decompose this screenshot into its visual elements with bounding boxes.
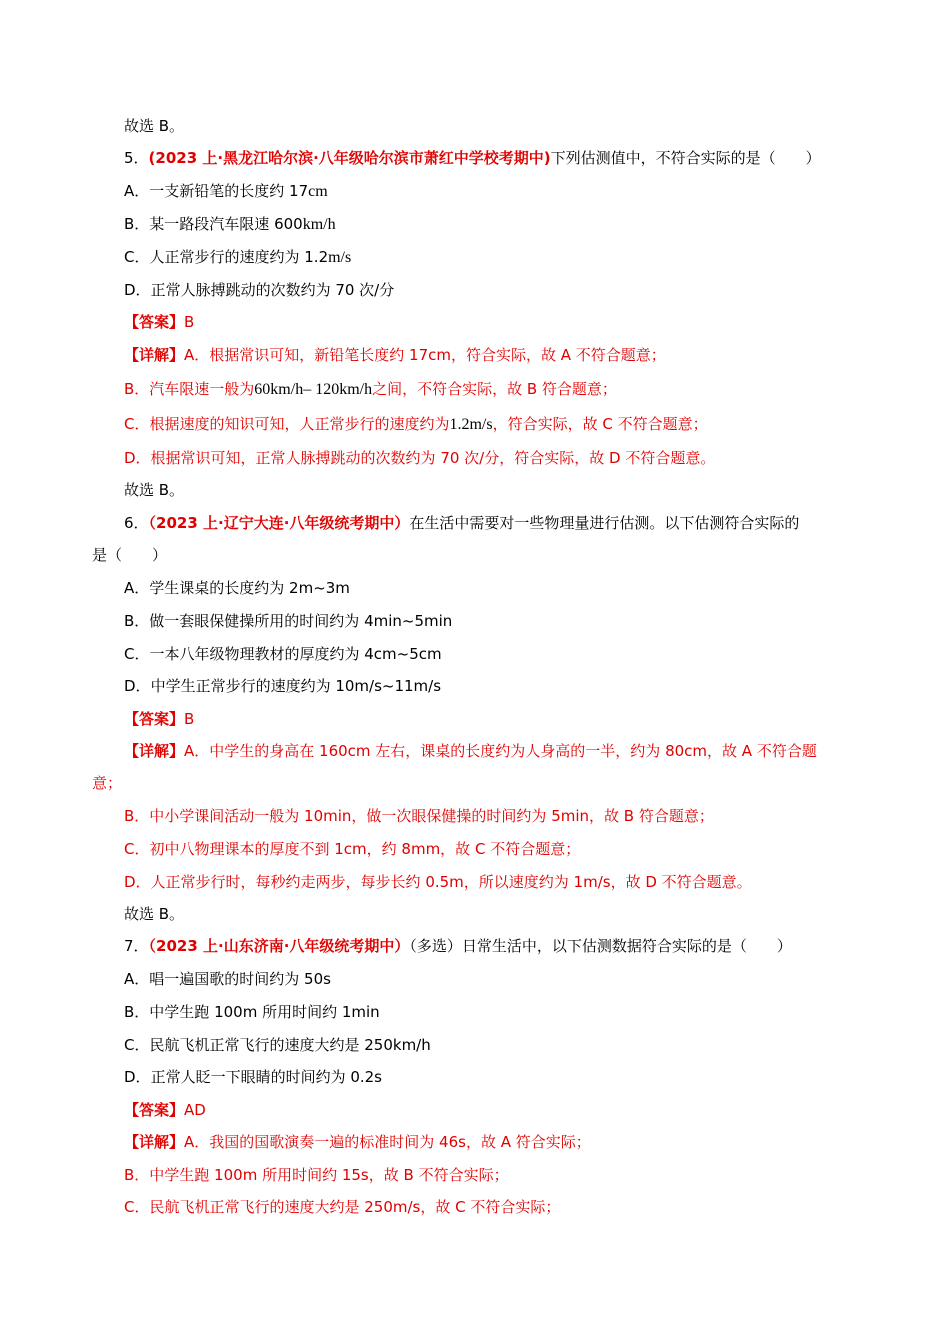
detail-b: B．中学生跑 100m 所用时间约 15s，故 B 不符合实际； [124, 1166, 509, 1184]
option-a: A．一支新铅笔的长度约 17cm [124, 182, 328, 200]
question-number: 6． [124, 514, 149, 532]
option-d: D．正常人脉搏跳动的次数约为 70 次/分 [124, 281, 395, 299]
question-stem: 下列估测值中，不符合实际的是（ ） [550, 149, 821, 167]
question-number: 7． [124, 937, 149, 955]
detail-c: C．初中八物理课本的厚度不到 1cm，约 8mm，故 C 不符合题意； [124, 840, 581, 858]
answer: 【答案】AD [124, 1101, 206, 1119]
question-5 [124, 148, 821, 168]
question-stem: 在生活中需要对一些物理量进行估测。以下估测符合实际的 [409, 514, 800, 532]
detail-a: 【详解】A．中学生的身高在 160cm 左右，课桌的长度约为人身高的一半，约为 80cm，故 A 不符合题 [124, 742, 817, 760]
option-a: A．学生课桌的长度约为 2m~3m [124, 579, 350, 597]
detail-a: 【详解】A．根据常识可知，新铅笔长度约 17cm，符合实际，故 A 不符合题意； [124, 346, 666, 364]
detail-d: D．人正常步行时，每秒约走两步，每步长约 0.5m，所以速度约为 1m/s，故 D 不符合题意。 [124, 873, 752, 891]
answer: 【答案】B [124, 710, 195, 728]
question-stem-cont: 是（ ） [92, 546, 168, 564]
option-b: B．中学生跑 100m 所用时间约 1min [124, 1003, 380, 1021]
detail-b: B．汽车限速一般为60km/h– 120km/h之间，不符合实际，故 B 符合题意； [124, 380, 617, 398]
detail-d: D．根据常识可知，正常人脉搏跳动的次数约为 70 次/分，符合实际，故 D 不符合题意。 [124, 449, 716, 467]
question-number: 5． [124, 149, 149, 167]
conclusion: 故选 B。 [124, 481, 185, 499]
answer: 【答案】B [124, 313, 195, 331]
question-6 [124, 513, 799, 533]
intro-conclusion: 故选 B。 [124, 117, 185, 135]
question-source: (2023 上·黑龙江哈尔滨·八年级哈尔滨市萧红中学校考期中) [148, 149, 551, 167]
question-stem: （多选）日常生活中，以下估测数据符合实际的是（ ） [409, 937, 792, 955]
question-source: （2023 上·辽宁大连·八年级统考期中） [148, 514, 410, 532]
detail-a: 【详解】A．我国的国歌演奏一遍的标准时间为 46s，故 A 符合实际； [124, 1133, 591, 1151]
detail-c: C．民航飞机正常飞行的速度大约是 250m/s，故 C 不符合实际； [124, 1198, 561, 1216]
conclusion: 故选 B。 [124, 905, 185, 923]
option-b: B．做一套眼保健操所用的时间约为 4min~5min [124, 612, 453, 630]
detail-c: C．根据速度的知识可知，人正常步行的速度约为1.2m/s，符合实际，故 C 不符合题意； [124, 415, 708, 433]
option-c: C．民航飞机正常飞行的速度大约是 250km/h [124, 1036, 431, 1054]
option-c: C．人正常步行的速度约为 1.2m/s [124, 248, 352, 266]
option-d: D．中学生正常步行的速度约为 10m/s~11m/s [124, 677, 442, 695]
option-a: A．唱一遍国歌的时间约为 50s [124, 970, 331, 988]
question-7 [124, 936, 792, 956]
option-b: B．某一路段汽车限速 600km/h [124, 215, 336, 233]
detail-b: B．中小学课间活动一般为 10min，做一次眼保健操的时间约为 5min，故 B 符合题意； [124, 807, 714, 825]
option-c: C．一本八年级物理教材的厚度约为 4cm~5cm [124, 645, 442, 663]
option-d: D．正常人眨一下眼睛的时间约为 0.2s [124, 1068, 383, 1086]
detail-a-cont: 意； [92, 774, 123, 792]
question-source: （2023 上·山东济南·八年级统考期中） [148, 937, 410, 955]
